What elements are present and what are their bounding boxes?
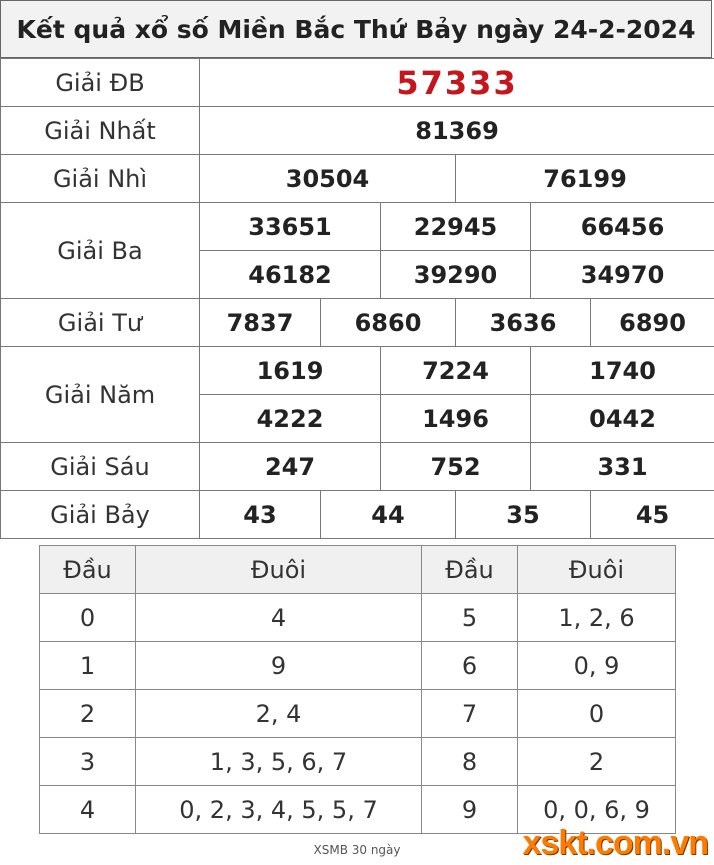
loto-duoi: 1, 3, 5, 6, 7 [136, 738, 422, 786]
prize-number: 43 [200, 491, 321, 539]
prize-number: 45 [591, 491, 714, 539]
loto-duoi: 2 [518, 738, 676, 786]
prize-number: 35 [456, 491, 591, 539]
loto-row [40, 642, 676, 690]
loto-header-duoi: Đuôi [518, 546, 676, 594]
page-title: Kết quả xổ số Miền Bắc Thứ Bảy ngày 24-2-2024 [0, 0, 712, 58]
loto-duoi: 2, 4 [136, 690, 422, 738]
prize-number: 4222 [200, 395, 381, 443]
results-table [0, 58, 714, 539]
loto-duoi: 1, 2, 6 [518, 594, 676, 642]
prize-number: 1619 [200, 347, 381, 395]
prize-number: 30504 [200, 155, 456, 203]
watermark-logo: xskt.com.vn [522, 824, 708, 862]
loto-dau: 3 [40, 738, 136, 786]
prize-row-sau [1, 443, 714, 491]
loto-row [40, 690, 676, 738]
prize-label: Giải Nhất [1, 107, 200, 155]
prize-number: 752 [381, 443, 531, 491]
prize-number: 34970 [531, 251, 714, 299]
loto-duoi: 0, 2, 3, 4, 5, 5, 7 [136, 786, 422, 834]
prize-row-db [1, 59, 714, 107]
prize-number: 331 [531, 443, 714, 491]
prize-label: Giải Nhì [1, 155, 200, 203]
prize-row-nhat [1, 107, 714, 155]
loto-header-row [40, 546, 676, 594]
prize-label: Giải Bảy [1, 491, 200, 539]
prize-number: 1496 [381, 395, 531, 443]
prize-number: 76199 [456, 155, 714, 203]
loto-duoi: 4 [136, 594, 422, 642]
loto-dau: 2 [40, 690, 136, 738]
prize-label: Giải Năm [1, 347, 200, 443]
prize-number: 7837 [200, 299, 321, 347]
loto-header-dau: Đầu [40, 546, 136, 594]
loto-duoi: 0 [518, 690, 676, 738]
loto-dau: 0 [40, 594, 136, 642]
prize-label: Giải Sáu [1, 443, 200, 491]
loto-duoi: 0, 0, 6, 9 [518, 786, 676, 834]
loto-header-dau: Đầu [422, 546, 518, 594]
prize-number: 66456 [531, 203, 714, 251]
footnote-link[interactable]: XSMB 30 ngày [313, 843, 401, 857]
prize-number: 3636 [456, 299, 591, 347]
loto-dau: 4 [40, 786, 136, 834]
loto-table [39, 545, 676, 834]
special-prize-number: 57333 [200, 59, 714, 107]
loto-dau: 5 [422, 594, 518, 642]
loto-row [40, 738, 676, 786]
prize-number: 46182 [200, 251, 381, 299]
prize-label: Giải Tư [1, 299, 200, 347]
loto-duoi: 0, 9 [518, 642, 676, 690]
prize-label: Giải Ba [1, 203, 200, 299]
prize-row-ba [1, 203, 714, 251]
prize-number: 247 [200, 443, 381, 491]
loto-dau: 7 [422, 690, 518, 738]
prize-label: Giải ĐB [1, 59, 200, 107]
loto-header-duoi: Đuôi [136, 546, 422, 594]
prize-row-tu [1, 299, 714, 347]
prize-number: 39290 [381, 251, 531, 299]
loto-dau: 8 [422, 738, 518, 786]
prize-number: 7224 [381, 347, 531, 395]
prize-number: 44 [321, 491, 456, 539]
loto-dau: 9 [422, 786, 518, 834]
loto-dau: 6 [422, 642, 518, 690]
loto-duoi: 9 [136, 642, 422, 690]
prize-number: 6890 [591, 299, 714, 347]
prize-row-bay [1, 491, 714, 539]
loto-row [40, 594, 676, 642]
prize-number: 81369 [200, 107, 714, 155]
prize-number: 33651 [200, 203, 381, 251]
prize-number: 0442 [531, 395, 714, 443]
prize-row-nam [1, 347, 714, 395]
prize-number: 22945 [381, 203, 531, 251]
prize-row-nhi [1, 155, 714, 203]
prize-number: 6860 [321, 299, 456, 347]
prize-number: 1740 [531, 347, 714, 395]
loto-dau: 1 [40, 642, 136, 690]
